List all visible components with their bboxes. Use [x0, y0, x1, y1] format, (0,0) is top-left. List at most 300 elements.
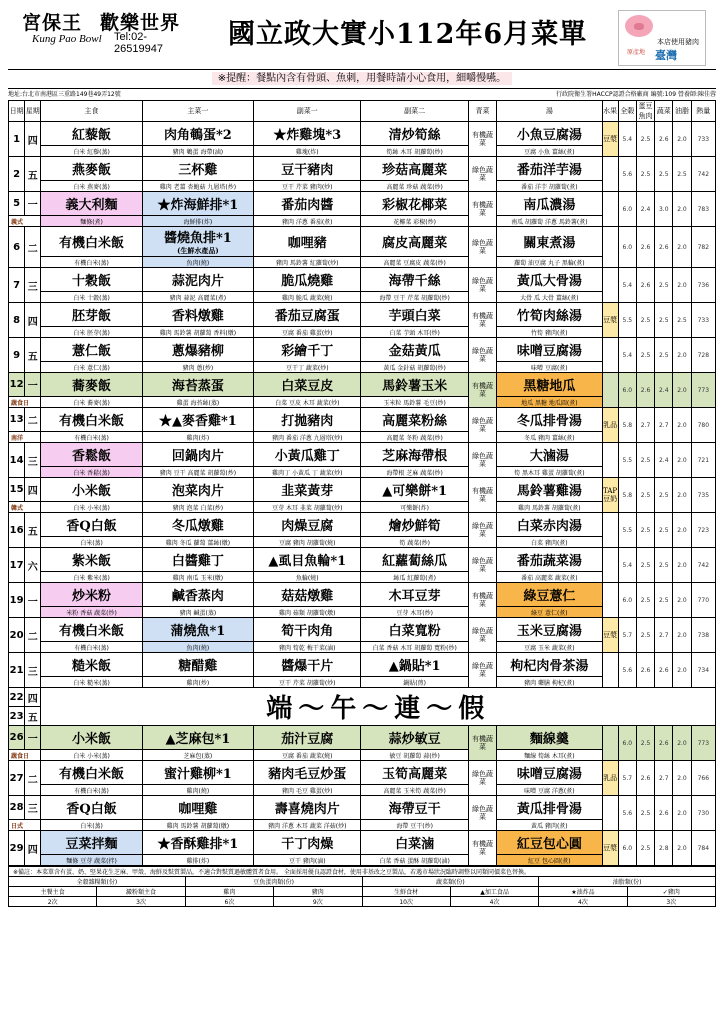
side2-ingredients: 可樂餅(炸)	[361, 502, 468, 513]
menu-row-2	[9, 157, 716, 181]
nutrition-4: 2.0	[673, 478, 691, 513]
legend-label-4: 豬肉	[274, 887, 362, 897]
row-weekday: 一	[25, 583, 41, 618]
menu-row-20	[9, 618, 716, 642]
staple-dish: 糙米飯	[41, 653, 142, 677]
nutrition-4: 2.0	[673, 268, 691, 303]
side-dish-2: 彩椒花椰菜	[361, 192, 468, 216]
veg-type: 綠色蔬菜	[468, 338, 496, 373]
staple-dish: 胚芽飯	[41, 303, 142, 327]
fruit-item	[602, 373, 618, 408]
side-dish-1: 小黃瓜雞丁	[254, 443, 361, 467]
row-weekday: 四	[25, 831, 41, 866]
footer-table	[8, 866, 716, 907]
legend-label-8: ✓豬肉	[627, 887, 715, 897]
main-ingredients: 豬肉 鹹蛋(蒸)	[142, 607, 253, 618]
side2-ingredients: 黃瓜 金針菇 胡蘿蔔(炒)	[361, 362, 468, 373]
row-date: 5	[9, 192, 25, 216]
theme-tag: 義式	[9, 216, 41, 227]
side-dish-2: 芋頭白菜	[361, 303, 468, 327]
nutrition-3: 2.5	[655, 157, 673, 192]
row-date: 13	[9, 408, 25, 432]
main-dish: 冬瓜燉雞	[142, 513, 253, 537]
row-date: 17	[9, 548, 25, 583]
nutrition-3: 2.4	[655, 443, 673, 478]
col-side2: 副菜二	[361, 101, 468, 122]
col-weekday: 星期	[25, 101, 41, 122]
nutrition-3: 2.8	[655, 831, 673, 866]
staple-dish: 香Q白飯	[41, 513, 142, 537]
header	[8, 6, 716, 70]
soup-dish: 麵線羹	[497, 726, 602, 750]
nutrition-3: 2.5	[655, 513, 673, 548]
nutrition-1: 5.6	[618, 796, 636, 831]
side2-ingredients: 豆芽 木耳(炒)	[361, 607, 468, 618]
soup-dish: 味噌豆腐湯	[497, 338, 602, 362]
main-ingredients: 雞肉 老薑 杏鮑菇 九層塔(炒)	[142, 181, 253, 192]
side-dish-2: 海帶千絲	[361, 268, 468, 292]
soup-ingredients: 番茄 洋芋 胡蘿蔔(煮)	[497, 181, 602, 192]
fruit-item	[602, 548, 618, 583]
menu-row-1	[9, 122, 716, 146]
soup-dish: 番茄蔬菜湯	[497, 548, 602, 572]
row-weekday: 一	[25, 726, 41, 750]
side2-ingredients: 敏豆 胡蘿蔔 蒜(炒)	[361, 750, 468, 761]
soup-dish: 竹筍肉絲湯	[497, 303, 602, 327]
soup-ingredients: 黃瓜 豬肉(煮)	[497, 820, 602, 831]
soup-ingredients: 豆腐 小魚 薑絲(煮)	[497, 146, 602, 157]
col-n1: 全榖	[618, 101, 636, 122]
theme-tag: 韓式	[9, 502, 41, 513]
veg-type: 綠色蔬菜	[468, 653, 496, 688]
nutrition-4: 2.0	[673, 513, 691, 548]
nutrition-5: 770	[691, 583, 715, 618]
staple-ingredients: 白米 紅藜(蒸)	[41, 146, 142, 157]
side1-ingredients: 豆干 豬肉(滷)	[254, 855, 361, 866]
menu-row-6	[9, 227, 716, 257]
col-side1: 副菜一	[254, 101, 361, 122]
side1-ingredients: 雞肉丁 小黃瓜 丁 蔬菜(炒)	[254, 467, 361, 478]
nutrition-1: 6.0	[618, 726, 636, 761]
nutrition-1: 5.5	[618, 513, 636, 548]
side-dish-2: 海帶豆干	[361, 796, 468, 820]
row-date: 19	[9, 583, 25, 618]
main-ingredients: 雞排(炸)	[142, 855, 253, 866]
col-main: 主菜一	[142, 101, 253, 122]
nutrition-3: 2.5	[655, 268, 673, 303]
row-date: 27	[9, 761, 25, 796]
side1-ingredients: 豆腐 番茄 雞蛋(炒)	[254, 327, 361, 338]
nutrition-4: 2.0	[673, 653, 691, 688]
main-dish: 肉角鵪蛋*2	[142, 122, 253, 146]
soup-ingredients: 竹筍 豬肉(煮)	[497, 327, 602, 338]
staple-ingredients: 白米 燕麥(蒸)	[41, 181, 142, 192]
pig-icon	[625, 15, 653, 37]
staple-ingredients: 白米 胚芽(蒸)	[41, 327, 142, 338]
pork-origin-badge	[618, 10, 706, 66]
soup-dish: 紅豆包心圓	[497, 831, 602, 855]
legend-count-5: 10次	[362, 897, 450, 907]
col-date: 日期	[9, 101, 25, 122]
nutrition-5: 735	[691, 478, 715, 513]
main-dish: 海苔蒸蛋	[142, 373, 253, 397]
fruit-item	[602, 796, 618, 831]
main-ingredients: 雞肉 南瓜 玉米(燉)	[142, 572, 253, 583]
side1-ingredients: 豆干 芹菜 胡蘿蔔(炒)	[254, 677, 361, 688]
staple-ingredients: 有機白米(蒸)	[41, 432, 142, 443]
staple-ingredients: 白米 薏仁(蒸)	[41, 362, 142, 373]
nutrition-2: 2.5	[636, 157, 654, 192]
row-weekday: 二	[25, 618, 41, 653]
main-ingredients: 豬肉 蔥(炒)	[142, 362, 253, 373]
staple-dish: 香鬆飯	[41, 443, 142, 467]
staple-dish: 有機白米飯	[41, 761, 142, 785]
veg-type: 綠色蔬菜	[468, 157, 496, 192]
nutrition-2: 2.6	[636, 373, 654, 408]
nutrition-1: 5.4	[618, 268, 636, 303]
main-dish: 香料燉雞	[142, 303, 253, 327]
side1-ingredients: 豬肉 洋蔥 木耳 蔬菜 洋菇(炒)	[254, 820, 361, 831]
staple-ingredients: 有機白米(蒸)	[41, 257, 142, 268]
nutrition-5: 734	[691, 653, 715, 688]
nutrition-4: 2.0	[673, 796, 691, 831]
main-dish: 蜜汁雞柳*1	[142, 761, 253, 785]
holiday-weekday-2: 五	[25, 707, 41, 726]
row-weekday: 六	[25, 548, 41, 583]
nutrition-2: 2.6	[636, 268, 654, 303]
veg-type: 綠色蔬菜	[468, 761, 496, 796]
nutrition-4: 2.0	[673, 443, 691, 478]
soup-dish: 馬鈴薯雞湯	[497, 478, 602, 502]
side-dish-1: 豆干豬肉	[254, 157, 361, 181]
side1-ingredients: 豬肉 番茄 洋蔥 九層塔(炒)	[254, 432, 361, 443]
menu-row-9	[9, 338, 716, 362]
address-left: 地址:台北市南港區三重路149巷49弄12號	[8, 91, 121, 98]
logo-fun: 歡樂世界	[100, 12, 181, 34]
main-dish: 三杯雞	[142, 157, 253, 181]
soup-dish: 冬瓜排骨湯	[497, 408, 602, 432]
menu-row-28	[9, 796, 716, 820]
soup-ingredients: 雞肉 馬鈴薯 胡蘿蔔(煮)	[497, 502, 602, 513]
main-dish: ★炸海鮮排*1	[142, 192, 253, 216]
nutrition-4: 2.0	[673, 373, 691, 408]
menu-row-19	[9, 583, 716, 607]
legend-head-2: 豆魚蛋肉類(份)	[185, 877, 362, 887]
nutrition-3: 2.7	[655, 618, 673, 653]
side1-ingredients: 豆干丁 蔬菜(炒)	[254, 362, 361, 373]
soup-ingredients: 地瓜 黑糖 地瓜圓(煮)	[497, 397, 602, 408]
side1-ingredients: 豆腐 番茄 蔬菜(燒)	[254, 750, 361, 761]
fruit-item: 豆漿	[602, 618, 618, 653]
side2-ingredients: 花椰菜 彩椒(炒)	[361, 216, 468, 227]
veg-type: 綠色蔬菜	[468, 548, 496, 583]
side-dish-1: 茄汁豆腐	[254, 726, 361, 750]
staple-ingredients: 白米 小米(蒸)	[41, 750, 142, 761]
notice-banner	[8, 70, 716, 88]
nutrition-5: 783	[691, 192, 715, 227]
side2-ingredients: 白菜 香菇 木耳 胡蘿蔔 寬粉(炒)	[361, 642, 468, 653]
side-dish-2: 腐皮高麗菜	[361, 227, 468, 257]
nutrition-1: 5.4	[618, 338, 636, 373]
row-weekday: 一	[25, 373, 41, 397]
nutrition-1: 5.5	[618, 303, 636, 338]
side2-ingredients: 高麗菜 冬粉 蔬菜(炒)	[361, 432, 468, 443]
nutrition-4: 2.0	[673, 618, 691, 653]
badge-top-text: 本店使用豬肉	[657, 38, 699, 46]
side2-ingredients: 筍 蔬菜(炒)	[361, 537, 468, 548]
main-ingredients: 豬肉 豆干 高麗菜 胡蘿蔔(炒)	[142, 467, 253, 478]
side-dish-2: 馬鈴薯玉米	[361, 373, 468, 397]
nutrition-2: 2.5	[636, 831, 654, 866]
nutrition-5: 780	[691, 408, 715, 443]
nutrition-4: 2.0	[673, 338, 691, 373]
logo	[22, 8, 182, 68]
soup-dish: 玉米豆腐湯	[497, 618, 602, 642]
soup-ingredients: 蘿蔔 油豆腐 丸子 黑輪(煮)	[497, 257, 602, 268]
nutrition-1: 5.8	[618, 478, 636, 513]
col-soup: 湯	[497, 101, 602, 122]
fruit-item: 豆漿	[602, 831, 618, 866]
main-dish: 蒜泥肉片	[142, 268, 253, 292]
menu-row-13	[9, 408, 716, 432]
nutrition-1: 5.4	[618, 122, 636, 157]
menu-row-5	[9, 192, 716, 216]
side2-ingredients: 白菜 香菇 蛋酥 胡蘿蔔(滷)	[361, 855, 468, 866]
col-n2: 蛋豆魚肉	[636, 101, 654, 122]
side1-ingredients: 白菜 豆皮 木耳 蔬菜(炒)	[254, 397, 361, 408]
nutrition-5: 730	[691, 796, 715, 831]
soup-ingredients: 大骨 瓜 大骨 薑絲(煮)	[497, 292, 602, 303]
soup-ingredients: 味噌 豆腐(煮)	[497, 362, 602, 373]
menu-body-2	[9, 726, 716, 866]
menu-row-21	[9, 653, 716, 677]
nutrition-3: 2.6	[655, 726, 673, 761]
menu-row-12	[9, 373, 716, 397]
side-dish-2: 木耳豆芽	[361, 583, 468, 607]
side-dish-2: ▲鍋貼*1	[361, 653, 468, 677]
staple-dish: 豆菜拌麵	[41, 831, 142, 855]
soup-ingredients: 綠豆 薏仁(煮)	[497, 607, 602, 618]
menu-row-14	[9, 443, 716, 467]
theme-tag: 蔬食日	[9, 750, 41, 761]
side-dish-1: 壽喜燒肉片	[254, 796, 361, 820]
nutrition-4: 2.0	[673, 192, 691, 227]
soup-ingredients: 冬瓜 豬肉 薑絲(煮)	[497, 432, 602, 443]
main-dish: 糖醋雞	[142, 653, 253, 677]
nutrition-1: 5.7	[618, 618, 636, 653]
staple-dish: 炒米粉	[41, 583, 142, 607]
soup-ingredients: 筍 黑木耳 雞蛋 胡蘿蔔(煮)	[497, 467, 602, 478]
nutrition-1: 5.6	[618, 157, 636, 192]
nutrition-3: 2.5	[655, 338, 673, 373]
side-dish-1: 筍干肉角	[254, 618, 361, 642]
side2-ingredients: 鍋貼(煎)	[361, 677, 468, 688]
fruit-item	[602, 513, 618, 548]
row-weekday: 四	[25, 122, 41, 157]
row-weekday: 二	[25, 227, 41, 268]
nutrition-4: 2.5	[673, 157, 691, 192]
row-date: 1	[9, 122, 25, 157]
nutrition-3: 2.6	[655, 653, 673, 688]
row-date: 28	[9, 796, 25, 820]
fruit-item	[602, 653, 618, 688]
nutrition-5: 773	[691, 726, 715, 761]
soup-dish: 黃瓜排骨湯	[497, 796, 602, 820]
nutrition-3: 2.5	[655, 548, 673, 583]
menu-body-1	[9, 122, 716, 688]
badge-country-text: 臺灣	[655, 49, 677, 62]
holiday-weekday-1: 四	[25, 688, 41, 707]
nutrition-1: 5.5	[618, 443, 636, 478]
nutrition-5: 782	[691, 227, 715, 268]
nutrition-3: 2.4	[655, 373, 673, 408]
main-ingredients: 豬肉 鵪蛋 海帶(滷)	[142, 146, 253, 157]
row-date: 9	[9, 338, 25, 373]
nutrition-4: 2.0	[673, 726, 691, 761]
main-ingredients: 雞肉 馬鈴薯 胡蘿蔔(燉)	[142, 820, 253, 831]
soup-dish: 白菜赤肉湯	[497, 513, 602, 537]
main-dish: 咖哩雞	[142, 796, 253, 820]
side-dish-2: 白菜滷	[361, 831, 468, 855]
theme-tag: 南洋	[9, 432, 41, 443]
nutrition-1: 5.7	[618, 761, 636, 796]
veg-type: 有機蔬菜	[468, 303, 496, 338]
fruit-item: 豆漿	[602, 122, 618, 157]
row-date: 21	[9, 653, 25, 688]
nutrition-2: 2.4	[636, 192, 654, 227]
soup-dish: 綠豆薏仁	[497, 583, 602, 607]
staple-dish: 蕎麥飯	[41, 373, 142, 397]
main-ingredients: 豬肉 蒜泥 高麗菜(煮)	[142, 292, 253, 303]
menu-row-17	[9, 548, 716, 572]
soup-dish: 黑糖地瓜	[497, 373, 602, 397]
soup-ingredients: 豆腐 玉米 蔬菜(煮)	[497, 642, 602, 653]
main-dish: 蔥爆豬柳	[142, 338, 253, 362]
side2-ingredients: 海帶根 芝麻 蔬菜(炒)	[361, 467, 468, 478]
logo-english: Kung Pao Bowl	[32, 33, 102, 45]
fruit-item	[602, 338, 618, 373]
menu-row-15	[9, 478, 716, 502]
veg-type: 有機蔬菜	[468, 726, 496, 761]
menu-row-29	[9, 831, 716, 855]
side-dish-1: 韭菜黃芽	[254, 478, 361, 502]
row-weekday: 一	[25, 192, 41, 216]
veg-type: 有機蔬菜	[468, 831, 496, 866]
main-ingredients: 魚肉(燒)	[142, 642, 253, 653]
nutrition-4: 2.0	[673, 227, 691, 268]
row-date: 6	[9, 227, 25, 268]
nutrition-5: 742	[691, 157, 715, 192]
nutrition-5: 728	[691, 338, 715, 373]
nutrition-1: 6.0	[618, 583, 636, 618]
veg-type: 綠色蔬菜	[468, 796, 496, 831]
row-weekday: 三	[25, 268, 41, 303]
staple-ingredients: 白米(蒸)	[41, 537, 142, 548]
side-dish-2: 清炒筍絲	[361, 122, 468, 146]
fruit-item: 乳品	[602, 761, 618, 796]
side1-ingredients: 豆芽 木耳 韭菜 胡蘿蔔(炒)	[254, 502, 361, 513]
row-date: 16	[9, 513, 25, 548]
col-n3: 蔬菜	[655, 101, 673, 122]
row-weekday: 三	[25, 653, 41, 688]
row-weekday: 三	[25, 796, 41, 820]
notice-text: ※提醒：餐點內含有骨頭、魚刺，用餐時請小心食用，細嚼慢嚥。	[212, 72, 512, 85]
staple-ingredients: 麵條 豆芽 蔬菜(拌)	[41, 855, 142, 866]
fruit-item	[602, 157, 618, 192]
legend-head-1: 全穀雜糧類(份)	[9, 877, 186, 887]
staple-dish: 紫米飯	[41, 548, 142, 572]
fruit-item	[602, 726, 618, 761]
col-veg: 青菜	[468, 101, 496, 122]
nutrition-5: 733	[691, 122, 715, 157]
side-dish-1: 豬肉毛豆炒蛋	[254, 761, 361, 785]
side-dish-1: 打拋豬肉	[254, 408, 361, 432]
row-weekday: 五	[25, 338, 41, 373]
side-dish-2: 玉筍高麗菜	[361, 761, 468, 785]
side2-ingredients: 海帶 豆干 芹菜 胡蘿蔔(炒)	[361, 292, 468, 303]
side-dish-2: 芝麻海帶根	[361, 443, 468, 467]
main-dish: 醬燒魚排*1 (生鮮水產品)	[142, 227, 253, 257]
row-date: 2	[9, 157, 25, 192]
side-dish-2: 紅蘿蔔絲瓜	[361, 548, 468, 572]
nutrition-5: 721	[691, 443, 715, 478]
legend-label-2: 澱粉類主食	[97, 887, 185, 897]
nutrition-1: 6.0	[618, 373, 636, 408]
main-ingredients: 雞肉(炸)	[142, 432, 253, 443]
footnote: ※備註：本菜單含有蛋、奶、堅果花生芝麻、甲殼、海鮮及麩質製品，不適合對麩質過敏體質者食用。 全面採用優良認證食材，使用非基改之豆製品，若遇市場狀況臨時調整以同類同價菜色替換。	[9, 867, 716, 877]
staple-ingredients: 白米 紫米(蒸)	[41, 572, 142, 583]
fruit-item	[602, 227, 618, 268]
row-weekday: 五	[25, 513, 41, 548]
nutrition-1: 5.4	[618, 548, 636, 583]
veg-type: 有機蔬菜	[468, 478, 496, 513]
side-dish-1: 白菜豆皮	[254, 373, 361, 397]
nutrition-3: 2.5	[655, 478, 673, 513]
staple-dish: 有機白米飯	[41, 227, 142, 257]
legend-count-7: 4次	[539, 897, 627, 907]
nutrition-3: 2.6	[655, 796, 673, 831]
legend-label-1: 主餐主食	[9, 887, 97, 897]
theme-tag: 蔬食日	[9, 397, 41, 408]
side-dish-2: 金菇黃瓜	[361, 338, 468, 362]
soup-ingredients: 味噌 豆腐 洋蔥(煮)	[497, 785, 602, 796]
veg-type: 有機蔬菜	[468, 122, 496, 157]
staple-dish: 香Q白飯	[41, 796, 142, 820]
nutrition-5: 742	[691, 548, 715, 583]
main-dish: ★香酥雞排*1	[142, 831, 253, 855]
main-dish: ★▲麥香雞*1	[142, 408, 253, 432]
side1-ingredients: 豆腐 豬肉 胡蘿蔔(燒)	[254, 537, 361, 548]
soup-ingredients: 紅豆 包心圓(煮)	[497, 855, 602, 866]
nutrition-2: 2.5	[636, 618, 654, 653]
badge-origin-text: 原產地	[627, 49, 646, 56]
col-n5: 熱量	[691, 101, 715, 122]
nutrition-2: 2.5	[636, 513, 654, 548]
row-date: 26	[9, 726, 25, 750]
nutrition-2: 2.7	[636, 408, 654, 443]
nutrition-2: 2.5	[636, 548, 654, 583]
side-dish-1: 番茄肉醬	[254, 192, 361, 216]
logo-tel: Tel:02-26519947	[114, 31, 163, 55]
side-dish-1: 干丁肉燥	[254, 831, 361, 855]
side-dish-2: 高麗菜粉絲	[361, 408, 468, 432]
holiday-date-2: 23	[9, 707, 25, 726]
veg-type: 綠色蔬菜	[468, 227, 496, 268]
side1-ingredients: 雞肉 脆瓜 蔬菜(燒)	[254, 292, 361, 303]
row-date: 8	[9, 303, 25, 338]
staple-ingredients: 白米(蒸)	[41, 820, 142, 831]
legend-head-4: 油脂類(份)	[539, 877, 716, 887]
